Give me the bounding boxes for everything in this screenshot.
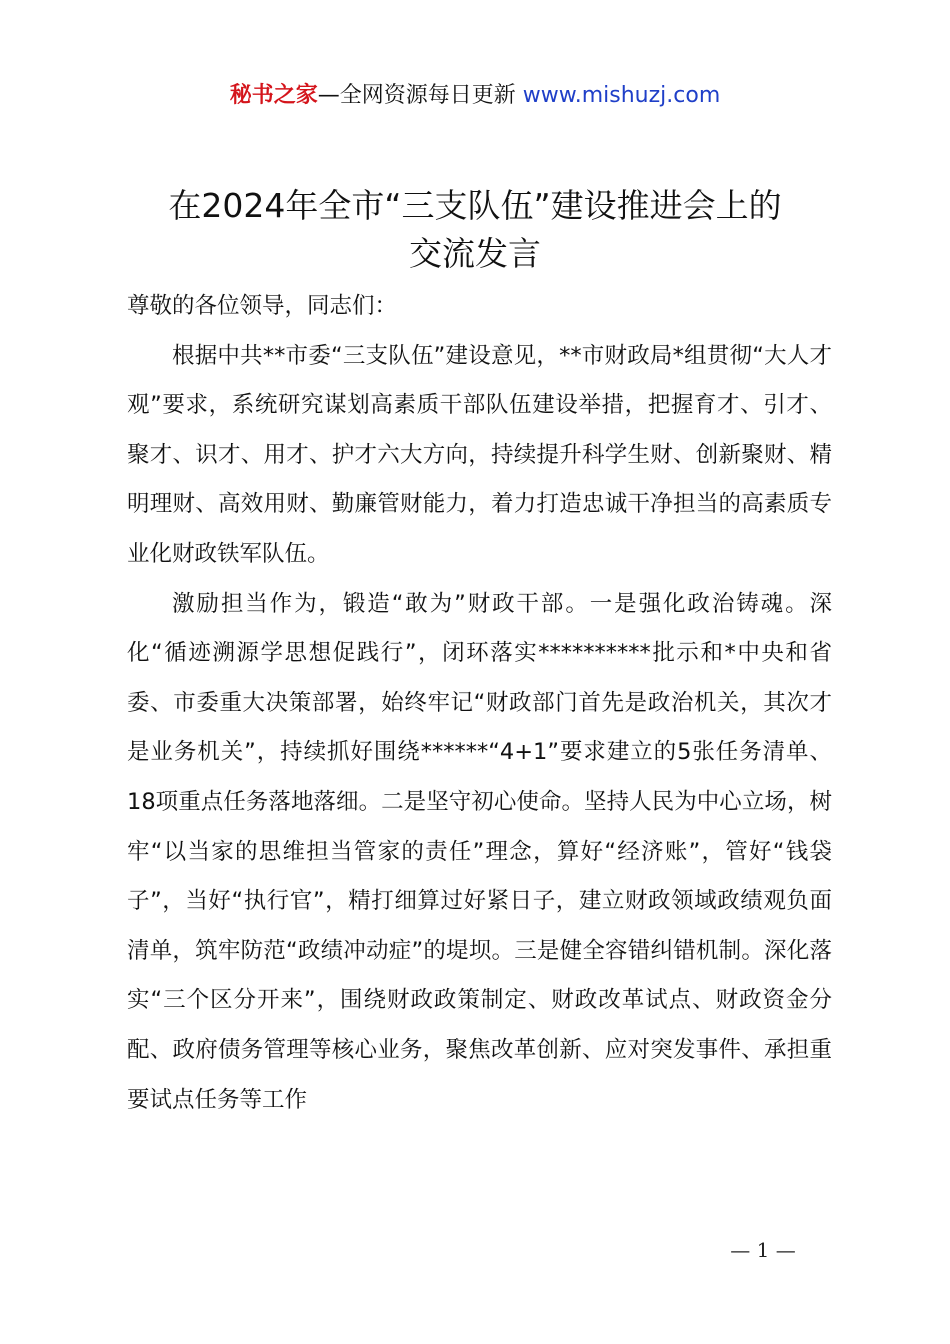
banner-slogan: —全网资源每日更新 bbox=[317, 83, 523, 108]
document-body bbox=[127, 282, 832, 1125]
site-banner bbox=[0, 80, 950, 112]
brand-name: 秘书之家 bbox=[229, 83, 318, 108]
banner-url-link[interactable]: www.mishuzj.com bbox=[522, 83, 721, 108]
title-line-2: 交流发言 bbox=[409, 234, 541, 273]
document-title bbox=[100, 182, 850, 278]
salutation: 尊敬的各位领导，同志们： bbox=[127, 293, 398, 319]
paragraph-1: 根据中共**市委“三支队伍”建设意见，**市财政局*组贯彻“大人才观”要求，系统研究谋划高素质干部队伍建设举措，把握育才、引才、聚才、识才、用才、护才六大方向，持续提升科学生财、创新聚财、精明理财、高效用财、勤廉管财能力，着力打造忠诚干净担当的高素质专业化财政铁军队伍。 bbox=[127, 342, 832, 567]
paragraph-2: 激励担当作为，锻造“敢为”财政干部。一是强化政治铸魂。深化“循迹溯源学思想促践行”，闭环落实**********批示和*中央和省委、市委重大决策部署，始终牢记“财政部门首先是政治机关，其次才是业务机关”，持续抓好围绕******“4+1”要求建立的5张任务清单、18项重点任务落地落细。二是坚守初心使命。坚持人民为中心立场，树牢“以当家的思维担当管家的责任”理念，算好“经济账”，管好“钱袋子”，当好“执行官”，精打细算过好紧日子，建立财政领域政绩观负面清单，筑牢防范“政绩冲动症”的堤坝。三是健全容错纠错机制。深化落实“三个区分开来”，围绕财政政策制定、财政改革试点、财政资金分配、政府债务管理等核心业务，聚焦改革创新、应对突发事件、承担重要试点任务等工作 bbox=[127, 590, 832, 1113]
title-line-1: 在2024年全市“三支队伍”建设推进会上的 bbox=[168, 186, 782, 225]
page-number: — 1 — bbox=[730, 1238, 796, 1262]
